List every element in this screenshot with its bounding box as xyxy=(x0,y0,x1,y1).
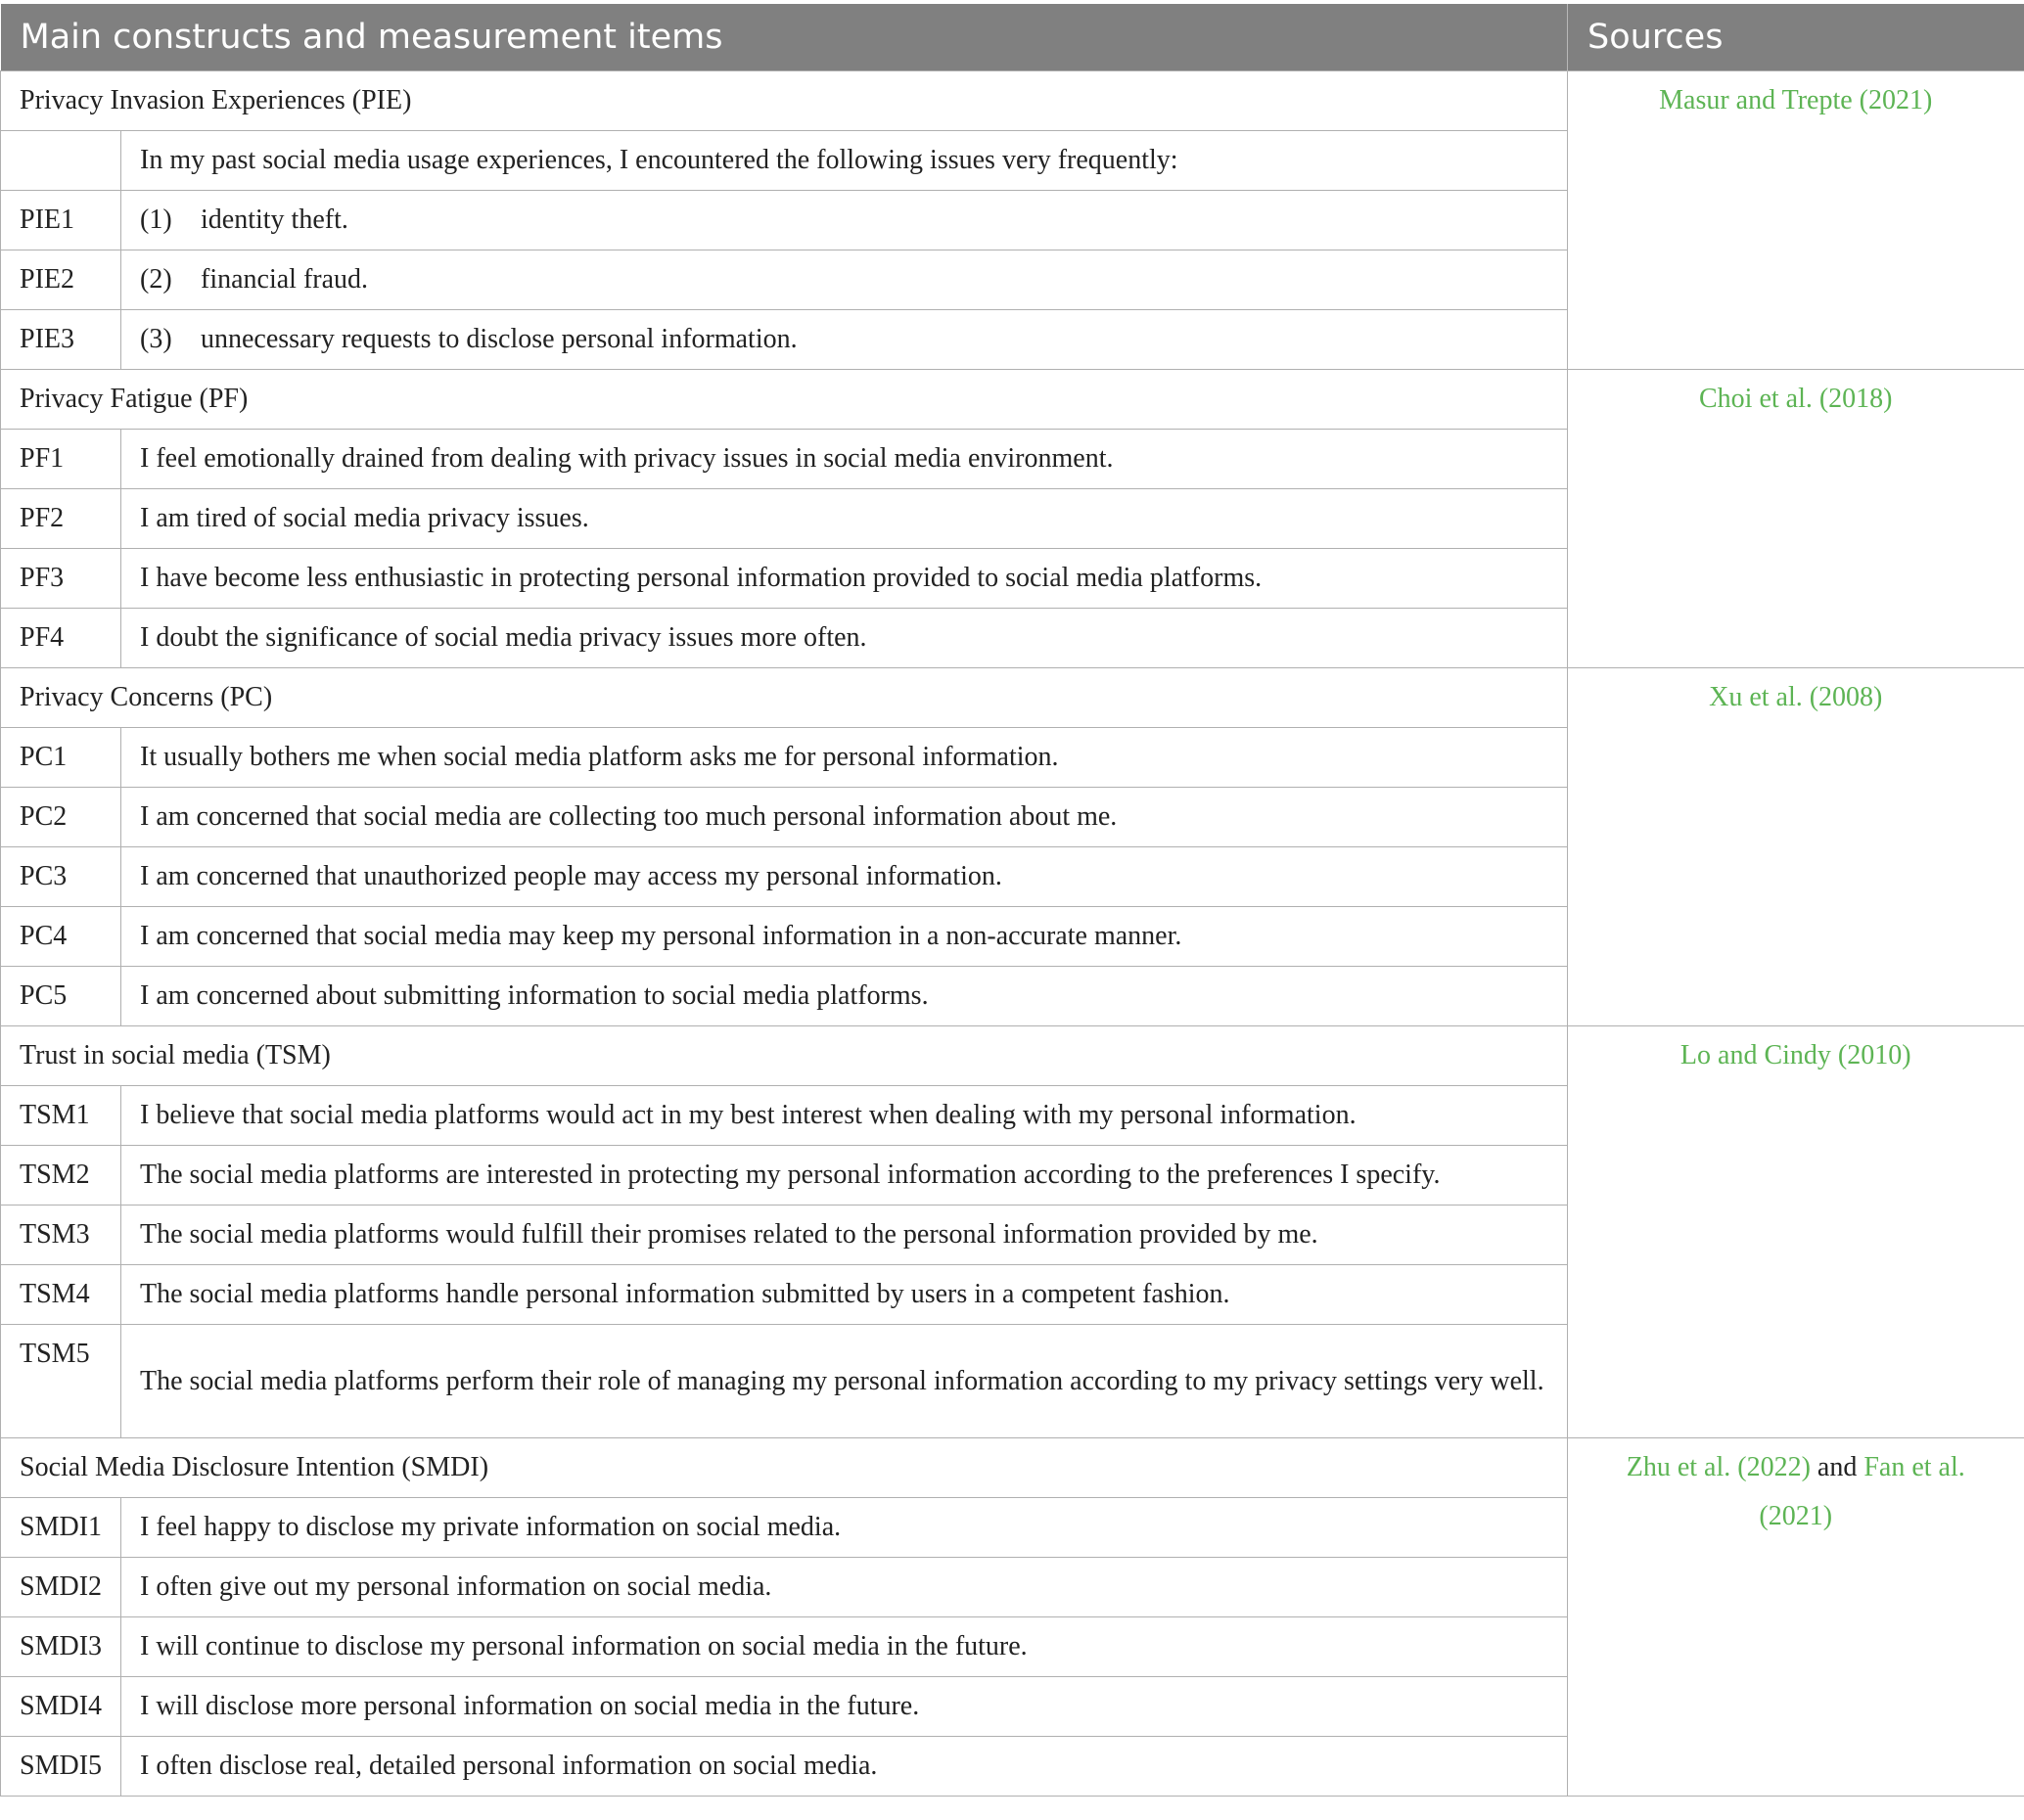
item-code: PC2 xyxy=(1,788,121,847)
item-code: PC1 xyxy=(1,728,121,788)
item-text-cell xyxy=(121,310,1568,370)
item-text: It usually bothers me when social media platform asks me for personal information. xyxy=(121,728,1568,788)
construct-name: Trust in social media (TSM) xyxy=(1,1026,1568,1086)
item-text-cell xyxy=(121,191,1568,250)
construct-name: Social Media Disclosure Intention (SMDI) xyxy=(1,1438,1568,1498)
item-text: unnecessary requests to disclose personal information. xyxy=(201,324,798,354)
item-code: SMDI3 xyxy=(1,1617,121,1677)
source-cell xyxy=(1568,668,2024,1026)
item-text-cell xyxy=(121,250,1568,310)
construct-row-pc xyxy=(1,668,2024,728)
item-code: TSM5 xyxy=(1,1325,121,1438)
construct-name: Privacy Invasion Experiences (PIE) xyxy=(1,71,1568,131)
item-text: I will disclose more personal information on social media in the future. xyxy=(121,1677,1568,1737)
source-link[interactable]: Lo and Cindy (2010) xyxy=(1679,1040,1911,1070)
header-items: Main constructs and measurement items xyxy=(1,4,1568,71)
source-cell xyxy=(1568,71,2024,370)
item-text: I am concerned that unauthorized people may access my personal information. xyxy=(121,847,1568,907)
item-code: SMDI1 xyxy=(1,1498,121,1558)
item-code: SMDI2 xyxy=(1,1558,121,1617)
source-link[interactable]: Xu et al. (2008) xyxy=(1709,682,1883,712)
source-link[interactable]: Choi et al. (2018) xyxy=(1698,384,1893,414)
item-number: (1) xyxy=(140,205,172,235)
item-code: PC5 xyxy=(1,967,121,1026)
item-code: PF4 xyxy=(1,609,121,668)
source-cell xyxy=(1568,1438,2024,1797)
item-code: PC3 xyxy=(1,847,121,907)
item-text: I am tired of social media privacy issues. xyxy=(121,489,1568,549)
item-text: I often disclose real, detailed personal information on social media. xyxy=(121,1737,1568,1797)
item-code: TSM2 xyxy=(1,1146,121,1206)
source-joiner: and xyxy=(1817,1452,1858,1482)
item-text: I feel emotionally drained from dealing with privacy issues in social media environment. xyxy=(121,430,1568,489)
item-code: PIE3 xyxy=(1,310,121,370)
item-code: PIE1 xyxy=(1,191,121,250)
construct-name: Privacy Fatigue (PF) xyxy=(1,370,1568,430)
construct-name: Privacy Concerns (PC) xyxy=(1,668,1568,728)
table-header-row xyxy=(1,4,2024,71)
source-link-first[interactable]: Zhu et al. (2022) xyxy=(1626,1452,1811,1482)
item-text: I am concerned that social media are collecting too much personal information about me. xyxy=(121,788,1568,847)
source-link[interactable]: Masur and Trepte (2021) xyxy=(1659,85,1933,115)
item-text: I believe that social media platforms would act in my best interest when dealing with my personal information. xyxy=(121,1086,1568,1146)
item-code: PC4 xyxy=(1,907,121,967)
item-code: SMDI5 xyxy=(1,1737,121,1797)
item-text: I am concerned about submitting information to social media platforms. xyxy=(121,967,1568,1026)
item-text: The social media platforms are interested in protecting my personal information according to the preferences I specify. xyxy=(121,1146,1568,1206)
item-code: SMDI4 xyxy=(1,1677,121,1737)
construct-row-pf xyxy=(1,370,2024,430)
item-text: The social media platforms handle personal information submitted by users in a competent fashion. xyxy=(121,1265,1568,1325)
construct-row-smdi xyxy=(1,1438,2024,1498)
item-text: I often give out my personal information on social media. xyxy=(121,1558,1568,1617)
item-code: PIE2 xyxy=(1,250,121,310)
item-text: financial fraud. xyxy=(201,264,369,295)
item-text: I feel happy to disclose my private information on social media. xyxy=(121,1498,1568,1558)
construct-row-pie xyxy=(1,71,2024,131)
item-number: (3) xyxy=(140,324,172,354)
item-code: TSM3 xyxy=(1,1206,121,1265)
measurement-items-table xyxy=(0,4,2024,1797)
source-cell xyxy=(1568,370,2024,668)
item-code: PF3 xyxy=(1,549,121,609)
item-text: The social media platforms perform their role of managing my personal information according to my privacy settings very well. xyxy=(121,1325,1568,1438)
item-code: TSM1 xyxy=(1,1086,121,1146)
header-sources: Sources xyxy=(1568,4,2024,71)
item-number: (2) xyxy=(140,264,172,295)
item-code: PF2 xyxy=(1,489,121,549)
item-text: identity theft. xyxy=(201,205,348,235)
item-text: I doubt the significance of social media privacy issues more often. xyxy=(121,609,1568,668)
source-cell xyxy=(1568,1026,2024,1438)
item-code: PF1 xyxy=(1,430,121,489)
source-link-second[interactable]: Fan et al. (2021) xyxy=(1759,1452,1965,1531)
item-text: I am concerned that social media may keep my personal information in a non-accurate manner. xyxy=(121,907,1568,967)
item-code: TSM4 xyxy=(1,1265,121,1325)
item-text: I have become less enthusiastic in protecting personal information provided to social media platforms. xyxy=(121,549,1568,609)
item-code xyxy=(1,131,121,191)
item-text: I will continue to disclose my personal information on social media in the future. xyxy=(121,1617,1568,1677)
construct-row-tsm xyxy=(1,1026,2024,1086)
item-intro: In my past social media usage experiences, I encountered the following issues very frequently: xyxy=(121,131,1568,191)
item-text: The social media platforms would fulfill their promises related to the personal information provided by me. xyxy=(121,1206,1568,1265)
